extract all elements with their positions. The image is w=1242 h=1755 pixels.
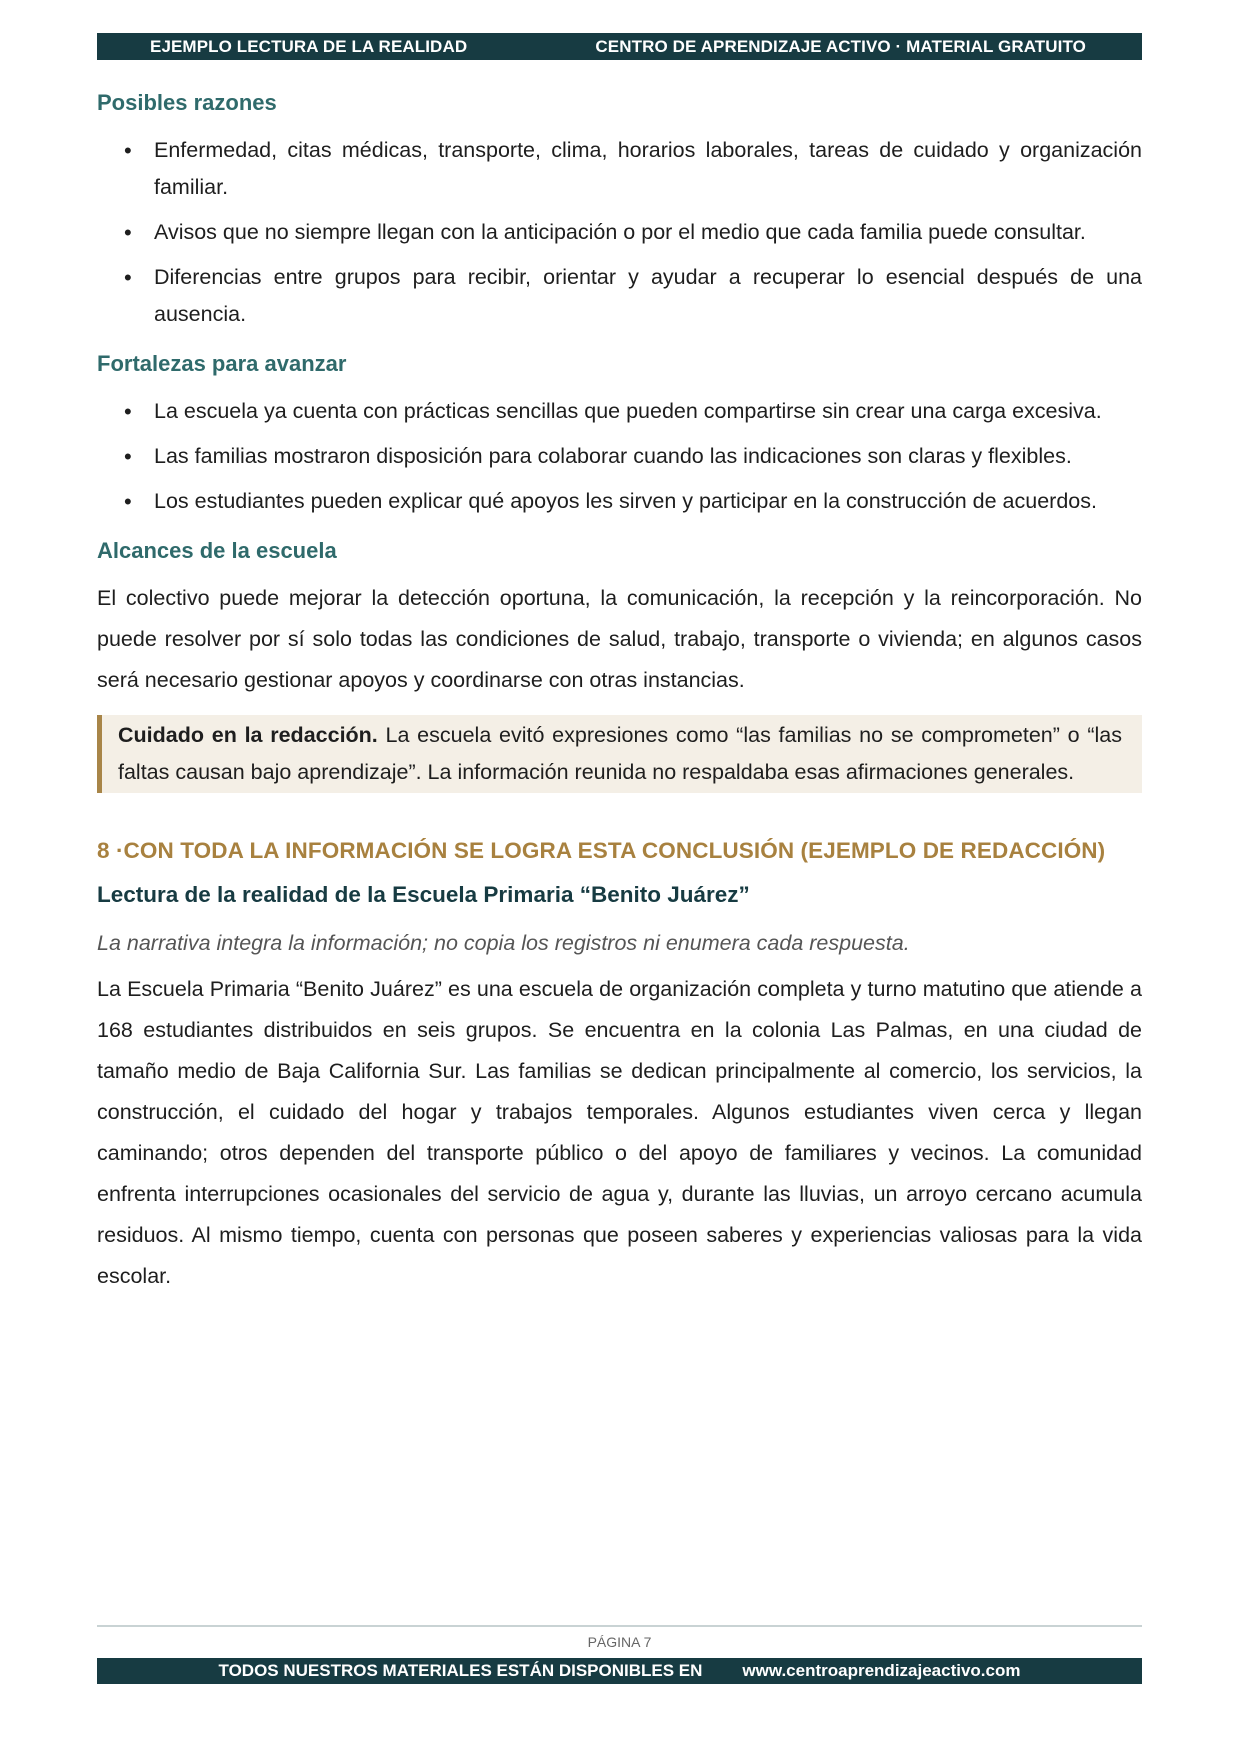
page-number: PÁGINA 7 (587, 1634, 652, 1650)
list-item: • Diferencias entre grupos para recibir, orientar y ayudar a recuperar lo esencial después de una ausencia. (97, 259, 1142, 333)
list-fortalezas (97, 393, 1142, 520)
footer-divider (97, 1625, 1142, 1627)
footer-text: TODOS NUESTROS MATERIALES ESTÁN DISPONIBLES EN (218, 1661, 703, 1680)
list-item: • Avisos que no siempre llegan con la anticipación o por el medio que cada familia puede consultar. (97, 214, 1142, 251)
heading-fortalezas: Fortalezas para avanzar (97, 351, 347, 376)
section-8-heading: 8 ·CON TODA LA INFORMACIÓN SE LOGRA ESTA CONCLUSIÓN (EJEMPLO DE REDACCIÓN) (97, 838, 1106, 863)
section-8-title: Lectura de la realidad de la Escuela Primaria “Benito Juárez” (97, 882, 750, 907)
callout-label: Cuidado en la redacción. (118, 723, 378, 747)
list-razones (97, 132, 1142, 333)
page-content (97, 86, 1142, 1297)
section-8-paragraph: La Escuela Primaria “Benito Juárez” es una escuela de organización completa y turno matutino que atiende a 168 estudiantes distribuidos en seis grupos. Se encuentra en la colonia Las Palmas, en una ciudad de tamaño medio de Baja California Sur. Las familias se dedican principalmente al comercio, los servicios, la construcción, el cuidado del hogar y trabajos temporales. Algunos estudiantes viven cerca y llegan caminando; otros dependen del transporte público o del apoyo de familiares y vecinos. La comunidad enfrenta interrupciones ocasionales del servicio de agua y, durante las lluvias, un arroyo cercano acumula residuos. Al mismo tiempo, cuenta con personas que poseen saberes y experiencias valiosas para la vida escolar. (97, 977, 1142, 1288)
alcances-paragraph: El colectivo puede mejorar la detección oportuna, la comunicación, la recepción y la reincorporación. No puede resolver por sí solo todas las condiciones de salud, trabajo, transporte o vivienda; en algunos casos será necesario gestionar apoyos y coordinarse con otras instancias. (97, 586, 1142, 692)
header-right-title: CENTRO DE APRENDIZAJE ACTIVO · MATERIAL GRATUITO (595, 36, 1086, 56)
section-8-note: La narrativa integra la información; no copia los registros ni enumera cada respuesta. (97, 931, 910, 955)
list-item: • Los estudiantes pueden explicar qué apoyos les sirven y participar en la construcción de acuerdos. (97, 483, 1142, 520)
callout-box (97, 715, 1142, 793)
page-header-bar (97, 33, 1142, 60)
heading-posibles-razones: Posibles razones (97, 90, 277, 115)
footer-url-link[interactable]: www.centroaprendizajeactivo.com (742, 1661, 1021, 1680)
list-item: • La escuela ya cuenta con prácticas sencillas que pueden compartirse sin crear una carga excesiva. (97, 393, 1142, 430)
heading-alcances: Alcances de la escuela (97, 538, 337, 563)
list-item: • Enfermedad, citas médicas, transporte, clima, horarios laborales, tareas de cuidado y organización familiar. (97, 132, 1142, 206)
header-left-title: EJEMPLO LECTURA DE LA REALIDAD (150, 36, 468, 56)
callout-text: La escuela evitó expresiones como “las familias no se comprometen” o “las faltas causan bajo aprendizaje”. La información reunida no respaldaba esas afirmaciones generales. (118, 723, 1122, 784)
page-footer-bar (97, 1658, 1142, 1684)
list-item: • Las familias mostraron disposición para colaborar cuando las indicaciones son claras y flexibles. (97, 438, 1142, 475)
